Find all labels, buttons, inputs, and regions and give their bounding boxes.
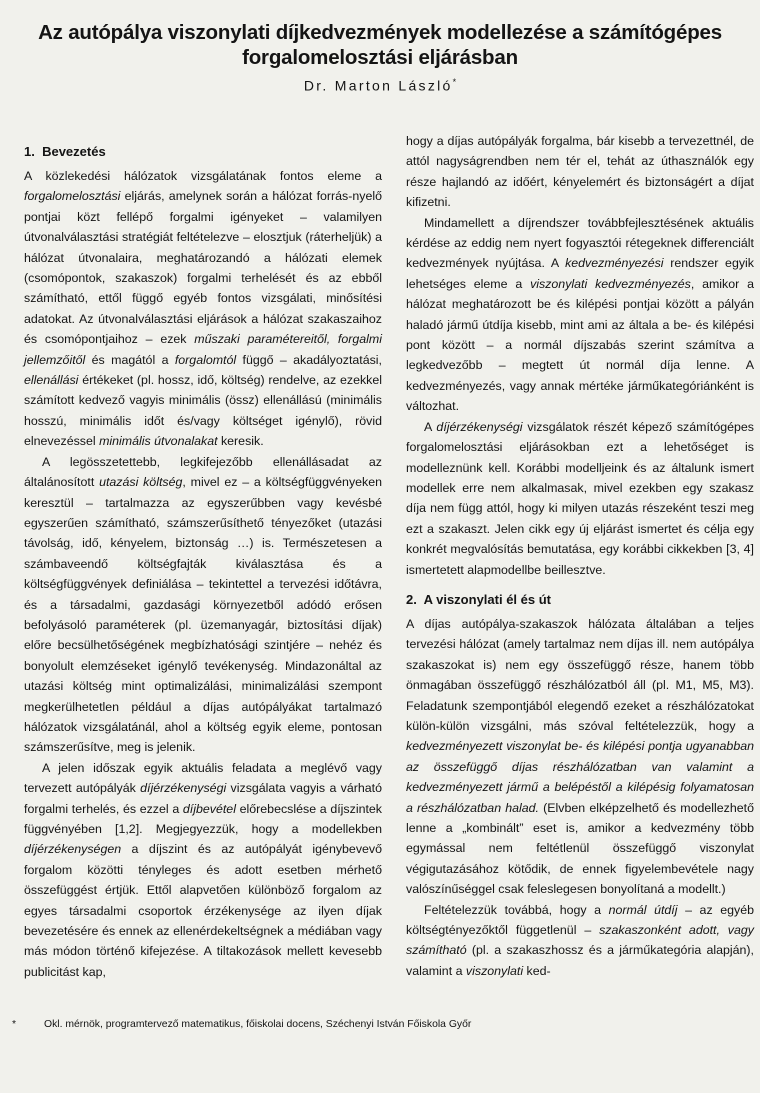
emphasis: díjérzékenységi xyxy=(140,781,227,796)
text-run: , amikor a hálózat meghatározott be és kilépési pontjai között a pályán haladó jármű útdíja kisebb, mint ami az általa a be- és kilépési pont között – a normál díjszabás szerint számítva a legkedvezőbb – megtett út normál díja lenne. A kedvezményezés, vagy annak mértéke járműkategóriánként is változhat. xyxy=(406,276,754,414)
section-title: Bevezetés xyxy=(42,144,106,159)
text-run: hogy a díjas autópályák forgalma, bár kisebb a tervezettnél, de attól nagyságrendben nem tér el, tehát az úthasználók egy része hajlandó az időért, kényelemért és biztonságért a díjat kifizetni. xyxy=(406,134,754,210)
text-run: vizsgálatok részét képező számítógépes forgalomelosztási eljárásokban ezt a lehetőséget is modelleznünk kell. Korábbi modelljeink és az általunk ismert modellek erre nem alkalmasak, mivel ezekben egy szakasz díja nem függ attól, hogy ki milyen utazás részeként teszi meg ezt a szakaszt. Jelen cikk egy új eljárást ismertet és célja egy konkrét megvalósítás bemutatása, egy korábbi cikkekben [3, 4] ismertetett alapmodellbe beillesztve. xyxy=(406,419,754,577)
text-run: – az egyéb költségtényezőktől függetlenül – xyxy=(406,902,754,938)
footnote-text: Okl. mérnök, programtervező matematikus, főiskolai docens, Széchenyi István Főiskola Győr xyxy=(44,1019,472,1030)
text-run: A díjas autópálya-szakaszok hálózata általában a teljes tervezési hálózat (amely tartalmaz nem díjas ill. nem autópálya szakaszokat is) nem egy összefüggő része, hanem több önmagában összefüggő részhálózatból áll (pl. M1, M5, M3). Feladatunk szempontjából elegendő ezeket a részhálózatokat külön-külön vizsgálni, más szóval feltételezzük, hogy a xyxy=(406,616,754,733)
paragraph xyxy=(24,166,382,452)
emphasis: forgalomelosztási xyxy=(24,189,121,204)
paragraph xyxy=(406,614,754,900)
text-run: rendszer egyik lehetséges eleme a xyxy=(406,256,754,291)
title-line-1: Az autópálya viszonylati díjkedvezmények modellezése a számítógépes xyxy=(38,21,722,44)
section-number: 2. xyxy=(406,591,417,607)
text-run: A xyxy=(424,419,437,434)
title-line-2: forgalomelosztási eljárásban xyxy=(242,46,518,69)
paragraph xyxy=(24,758,382,982)
paragraph xyxy=(24,452,382,758)
text-run: keresik. xyxy=(217,434,264,449)
text-run: (Elvben elképzelhető és modellezhető lenne a „kombinált” eset is, amikor a kedvezmény több egymással nem feltétlenül összefüggő viszonylat végigutazásához kötődik, de ennek figyelembevétele nagy valószínűséggel csak feleslegesen bonyolítaná a modellt.) xyxy=(406,800,754,897)
text-run: a díjszint és az autópályát igénybevevő forgalom közötti tényleges és adott esetben mérhető összefüggést értjük. Ettől alapvetően különböző forgalom az egyes társadalmi csoportok érzékenysége az ilyen díjak bevezetésére és ennek az ellenérdekeltségnek a médiában vagy más módon történő kifejezése. A tiltakozások mellett kevesebb publicitást kap, xyxy=(24,842,382,979)
left-column xyxy=(24,142,382,982)
text-run: és magától a xyxy=(85,352,175,367)
emphasis: viszonylati xyxy=(465,963,524,978)
text-run: Mindamellett a díjrendszer továbbfejlesztésének aktuális kérdése az eddig nem nyert fogyasztói rétegeknek differenciált kedvezmények nyújtása. A xyxy=(406,215,754,271)
emphasis: díjérzékenységen xyxy=(24,842,122,857)
paper-title xyxy=(0,20,760,70)
emphasis: minimális útvonalakat xyxy=(99,434,218,449)
emphasis: díjbevétel xyxy=(182,801,236,816)
text-run: eljárás, amelynek során a hálózat forrás-nyelő pontjai közt fellépő forgalmi igényeket – valamilyen útvonalválasztási stratégiát feltételezve – elosztjuk (ráterheljük) a hálózat útvonalaira, meghatározandó a hálózati elemek (csomópontok, szakaszok) forgalmi terhelését és az ebből számítható, ettől függő egyéb fontos vizsgálati, minősítési adatokat. Az útvonalválasztási eljárások a hálózat szakaszaihoz és csomópontjaihoz – ezek xyxy=(24,189,382,347)
text-run: , mivel ez – a költségfüggvényeken keresztül – tartalmazza az egyszerűbben vagy kevésbé egyszerűen számítható, számszerűsíthető tényezőket (utazási távolság, idő, kényelem, biztonság …) is. Természetesen a számbaveendő költségfajták kiválasztása és a költségfüggvények definiálása – tekintettel a tervezési időtávra, és a társadalmi, gazdasági környezetből adódó erősen befolyásoló paraméterek (pl. üzemanyagár, biztosítási díjak) előre becsülhetőségének megbízhatósági szintjére – nehéz és bonyolult elemzéseket igénylő tevékenység. Mindazonáltal az utazási költség mint optimalizálási, minimalizálási szempont megkerülhetetlen például a díjas autópályákat tartalmazó hálózatok vizsgálatánál, ahol a költség egyik eleme, pontosan számszerűsítve, meg is jelenik. xyxy=(24,475,383,755)
text-run: vizsgálata vagyis a várható forgalmi terhelés, és ezzel a xyxy=(24,781,382,816)
emphasis: utazási költség xyxy=(99,475,183,490)
text-run: Feltételezzük továbbá, hogy a xyxy=(424,902,609,917)
emphasis: ellenállási xyxy=(24,373,79,388)
footnote xyxy=(12,1018,752,1032)
paragraph xyxy=(406,417,754,580)
paragraph xyxy=(406,213,754,417)
section-title: A viszonylati él és út xyxy=(423,591,551,607)
emphasis: forgalomtól xyxy=(174,352,237,367)
author-line xyxy=(0,77,760,94)
emphasis: kedvezményezési xyxy=(565,256,664,271)
text-run: előrebecslése a díjszintek függvényében [1,2]. Megjegyezzük, hogy a modellekben xyxy=(24,801,382,836)
emphasis: viszonylati kedvezményezés xyxy=(530,276,691,291)
text-run: A jelen időszak egyik aktuális feladata a meglévő vagy tervezett autópályák xyxy=(24,760,382,796)
emphasis: díjérzékenységi xyxy=(436,419,523,434)
section-heading-1 xyxy=(24,142,382,162)
paragraph xyxy=(406,131,754,213)
text-run: (pl. a szakaszhossz és a járműkategória alapján), valamint a xyxy=(406,943,754,978)
text-run: ked- xyxy=(523,963,551,978)
emphasis: kedvezményezett viszonylat be- és kilépési pontja ugyanabban az összefüggő díjas részhálózatban van valamint a kedvezményezett jármű a belépéstől a kilépésig folyamatosan a részhálózatban halad. xyxy=(406,739,754,815)
author-footnote-mark: * xyxy=(452,77,457,87)
text-run: értékeket (pl. hossz, idő, költség) rendelve, az ezekkel számított kedvező vagyis minimális (össz) ellenállású (minimális hosszú, minimális időt és/vagy költséget igénylő), rövid elnevezéssel xyxy=(24,373,382,449)
emphasis: normál útdíj xyxy=(608,902,678,917)
emphasis: műszaki paramétereitől, forgalmi jellemzőitől xyxy=(24,332,383,367)
paragraph xyxy=(406,900,754,982)
section-number: 1. xyxy=(24,144,35,159)
text-run: A legösszetettebb, legkifejezőbb ellenállásadat az általánosított xyxy=(24,454,382,490)
author-name: Dr. Marton László xyxy=(303,77,453,94)
right-column xyxy=(406,131,754,981)
emphasis: szakaszonként adott, vagy számítható xyxy=(406,923,754,958)
text-run: A közlekedési hálózatok vizsgálatának fontos eleme a xyxy=(24,169,382,183)
footnote-mark: * xyxy=(12,1019,17,1030)
text-run: függő – akadályoztatási, xyxy=(236,352,382,367)
section-heading-2 xyxy=(406,590,754,610)
